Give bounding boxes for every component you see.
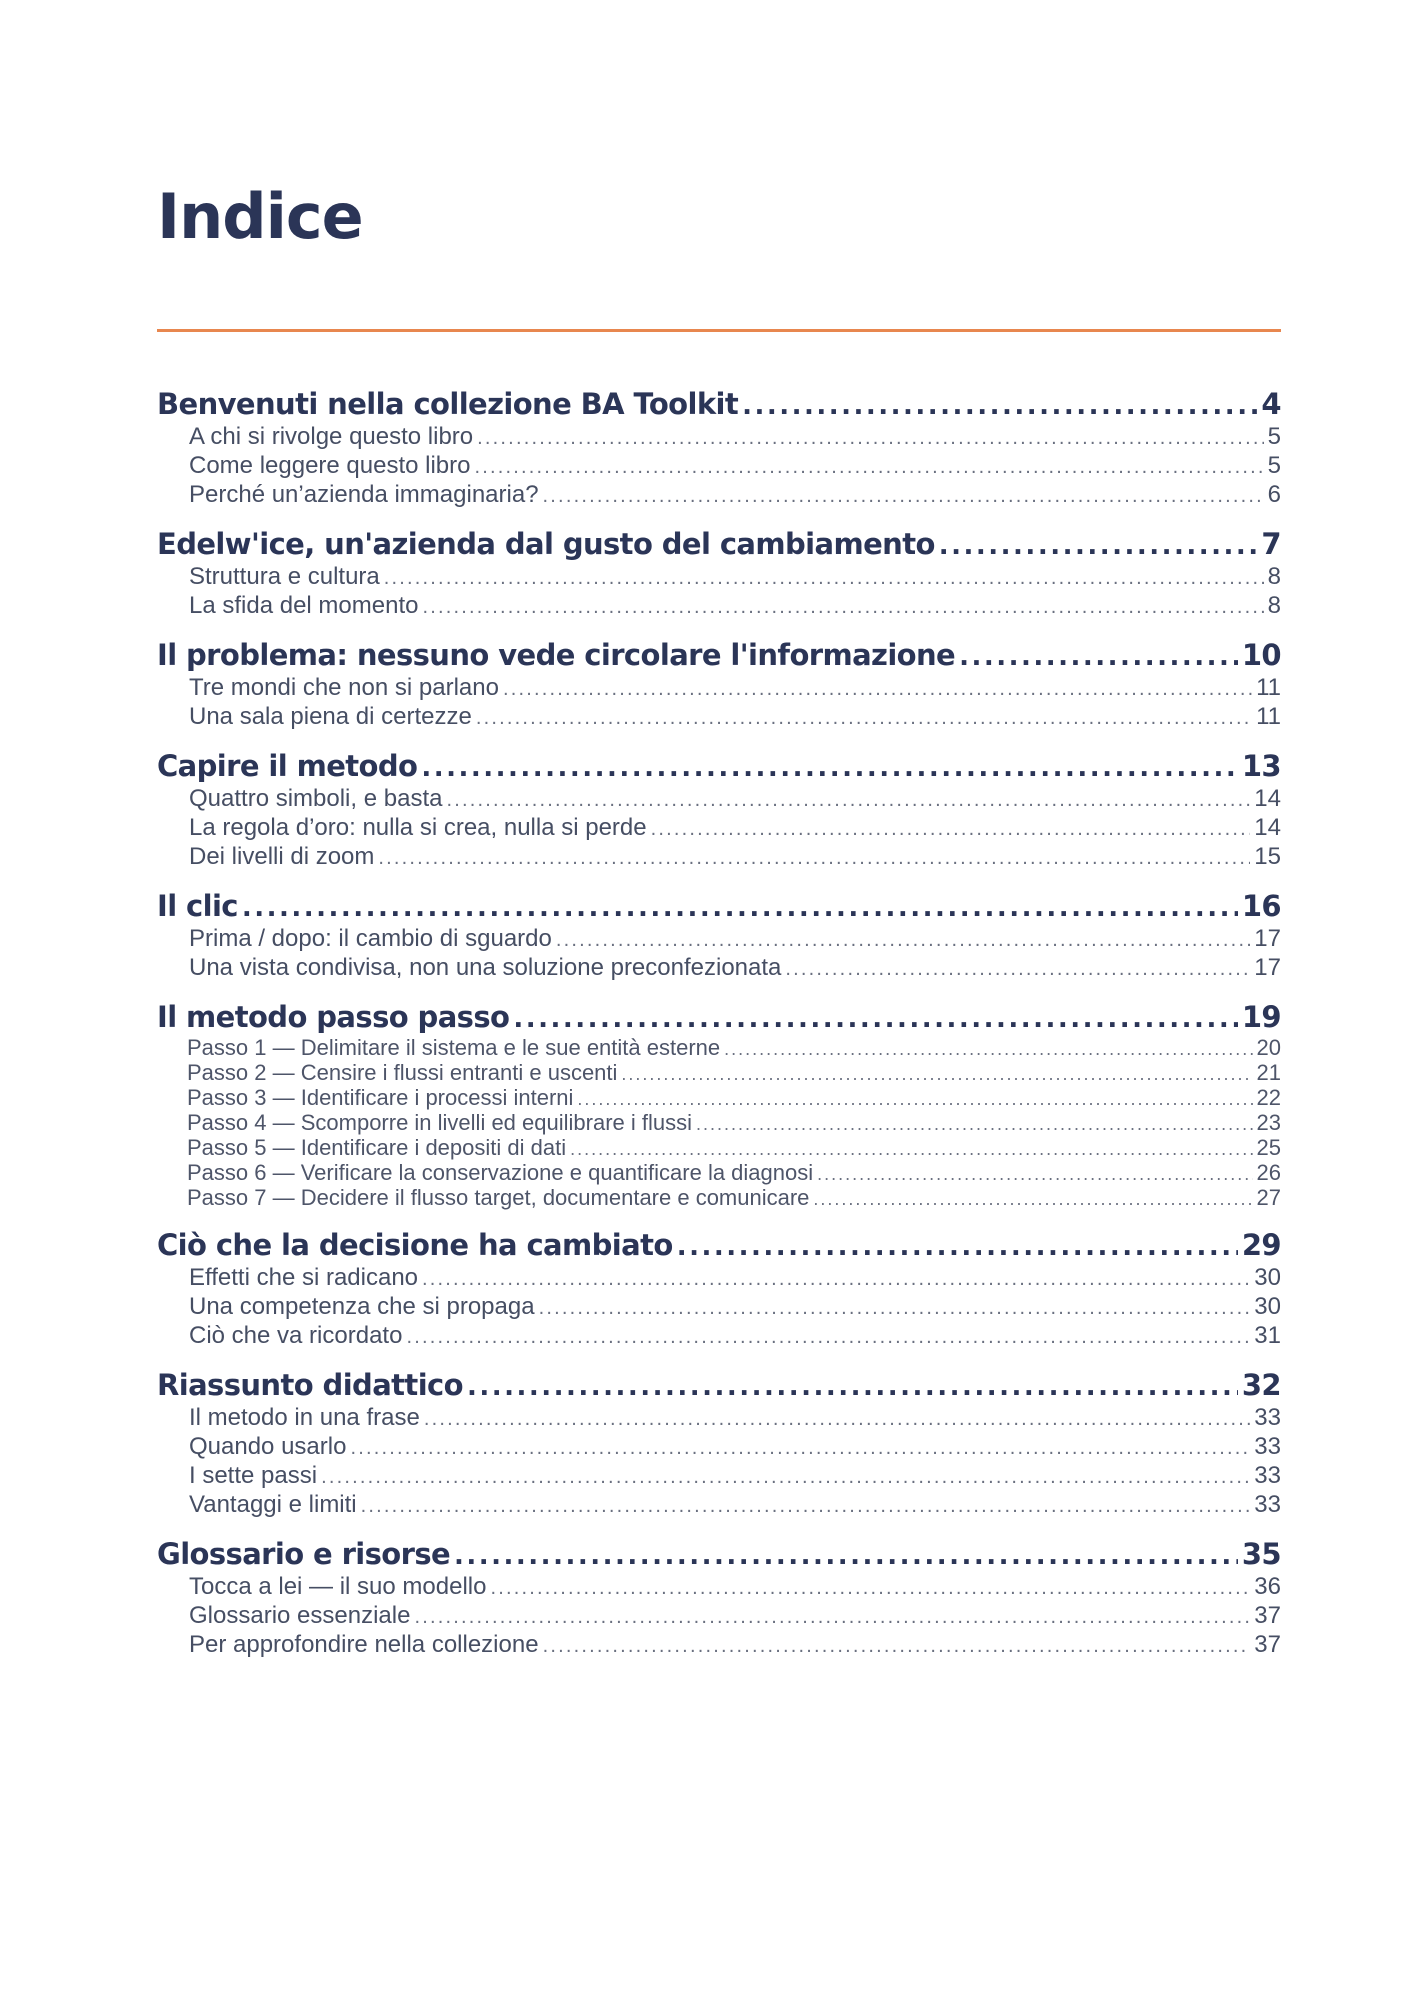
toc-section-entry[interactable] [157, 1321, 1281, 1350]
toc-chapter-entry[interactable] [157, 637, 1281, 673]
toc-section-page: 33 [1254, 1462, 1281, 1489]
toc-section-page: 15 [1254, 843, 1281, 870]
dot-leader [539, 1294, 1251, 1323]
toc-step-entry[interactable] [157, 1110, 1281, 1135]
toc-section-title: Vantaggi e limiti [189, 1491, 357, 1518]
toc-section-page: 33 [1254, 1491, 1281, 1518]
dot-leader [577, 1087, 1252, 1112]
toc-chapter-title: Ciò che la decisione ha cambiato [157, 1228, 673, 1262]
toc-step-page: 21 [1256, 1060, 1281, 1085]
toc-step-page: 27 [1256, 1185, 1281, 1210]
toc-section-entry[interactable] [157, 1292, 1281, 1321]
dot-leader [513, 1001, 1238, 1037]
toc-section-title: La sfida del momento [189, 592, 419, 619]
dot-leader [556, 926, 1250, 955]
toc-chapter [157, 637, 1281, 731]
dot-leader [724, 1037, 1252, 1062]
dot-leader [378, 844, 1250, 873]
toc-section-title: Perché un’azienda immaginaria? [189, 481, 539, 508]
toc-chapter-title: Capire il metodo [157, 749, 418, 783]
toc-chapter-page: 4 [1261, 387, 1281, 421]
toc-section-entry[interactable] [157, 422, 1281, 451]
toc-chapter-page: 7 [1261, 527, 1281, 561]
toc-step-entry[interactable] [157, 1035, 1281, 1060]
toc-section-entry[interactable] [157, 924, 1281, 953]
dot-leader [477, 424, 1263, 453]
toc-section-page: 33 [1254, 1433, 1281, 1460]
toc-section-page: 33 [1254, 1404, 1281, 1431]
dot-leader [350, 1434, 1250, 1463]
toc-section-entry[interactable] [157, 842, 1281, 871]
toc-step-entry[interactable] [157, 1060, 1281, 1085]
toc-section-title: Una sala piena di certezze [189, 703, 472, 730]
toc-section-title: Quando usarlo [189, 1433, 347, 1460]
toc-step-page: 22 [1256, 1085, 1281, 1110]
toc-chapter [157, 1367, 1281, 1519]
toc-section-page: 30 [1254, 1264, 1281, 1291]
toc-step-title: Passo 1 — Delimitare il sistema e le sue entità esterne [187, 1035, 721, 1060]
toc-chapter-entry[interactable] [157, 1367, 1281, 1403]
toc-chapter-entry[interactable] [157, 888, 1281, 924]
toc-chapter-title: Il problema: nessuno vede circolare l'informazione [157, 638, 956, 672]
toc-step-entry[interactable] [157, 1135, 1281, 1160]
toc-section-title: Effetti che si radicano [189, 1264, 419, 1291]
dot-leader [939, 528, 1258, 564]
toc-chapter [157, 1536, 1281, 1659]
toc-chapter-entry[interactable] [157, 999, 1281, 1035]
title-divider [157, 329, 1281, 332]
dot-leader [414, 1603, 1250, 1632]
toc-section-page: 5 [1267, 452, 1281, 479]
dot-leader [384, 564, 1264, 593]
toc-step-entry[interactable] [157, 1085, 1281, 1110]
dot-leader [446, 786, 1250, 815]
toc-chapter [157, 1227, 1281, 1350]
dot-leader [424, 1405, 1250, 1434]
dot-leader [651, 815, 1251, 844]
dot-leader [570, 1137, 1252, 1162]
dot-leader [406, 1323, 1250, 1352]
toc-section-page: 31 [1254, 1322, 1281, 1349]
toc-chapter-entry[interactable] [157, 526, 1281, 562]
toc-section-page: 14 [1254, 814, 1281, 841]
toc-section-entry[interactable] [157, 813, 1281, 842]
toc-section-title: Per approfondire nella collezione [189, 1631, 539, 1658]
toc-step-page: 25 [1256, 1135, 1281, 1160]
toc-section-title: Una vista condivisa, non una soluzione preconfezionata [189, 954, 782, 981]
toc-chapter-title: Benvenuti nella collezione BA Toolkit [157, 387, 739, 421]
toc-section-page: 11 [1256, 674, 1281, 701]
toc-chapter-page: 29 [1241, 1228, 1281, 1262]
toc-section-entry[interactable] [157, 591, 1281, 620]
dot-leader [959, 639, 1238, 675]
toc-chapter-title: Riassunto didattico [157, 1368, 463, 1402]
dot-leader [321, 1463, 1250, 1492]
toc-chapter-title: Glossario e risorse [157, 1537, 451, 1571]
dot-leader [361, 1492, 1251, 1521]
toc-section-title: A chi si rivolge questo libro [189, 423, 474, 450]
toc-section-entry[interactable] [157, 562, 1281, 591]
toc-chapter-title: Edelw'ice, un'azienda dal gusto del cambiamento [157, 527, 935, 561]
toc-section-title: Quattro simboli, e basta [189, 785, 443, 812]
dot-leader [454, 1538, 1238, 1574]
dot-leader [467, 1369, 1238, 1405]
dot-leader [242, 890, 1238, 926]
toc-section-page: 14 [1254, 785, 1281, 812]
toc-section-entry[interactable] [157, 784, 1281, 813]
toc-chapter-page: 13 [1241, 749, 1281, 783]
toc-section-title: Dei livelli di zoom [189, 843, 375, 870]
toc-section-page: 36 [1254, 1573, 1281, 1600]
toc-step-title: Passo 4 — Scomporre in livelli ed equilibrare i flussi [187, 1110, 692, 1135]
toc-section-entry[interactable] [157, 1403, 1281, 1432]
toc-chapter [157, 526, 1281, 620]
toc-section-title: Come leggere questo libro [189, 452, 471, 479]
toc-chapter-page: 10 [1241, 638, 1281, 672]
toc-step-page: 26 [1256, 1160, 1281, 1185]
toc-chapter [157, 999, 1281, 1210]
toc-section-page: 17 [1254, 925, 1281, 952]
toc-section-page: 5 [1267, 423, 1281, 450]
toc-chapter-entry[interactable] [157, 1227, 1281, 1263]
toc-chapter-page: 35 [1241, 1537, 1281, 1571]
toc-section-entry[interactable] [157, 1461, 1281, 1490]
toc-section-title: I sette passi [189, 1462, 318, 1489]
table-of-contents [157, 386, 1281, 1676]
toc-chapter-entry[interactable] [157, 748, 1281, 784]
toc-section-page: 30 [1254, 1293, 1281, 1320]
toc-step-title: Passo 3 — Identificare i processi interni [187, 1085, 574, 1110]
dot-leader [621, 1062, 1252, 1087]
dot-leader [785, 955, 1250, 984]
toc-section-title: Una competenza che si propaga [189, 1293, 535, 1320]
toc-step-title: Passo 7 — Decidere il flusso target, documentare e comunicare [187, 1185, 810, 1210]
toc-section-page: 37 [1254, 1631, 1281, 1658]
toc-step-page: 20 [1256, 1035, 1281, 1060]
toc-step-title: Passo 5 — Identificare i depositi di dati [187, 1135, 567, 1160]
dot-leader [817, 1162, 1252, 1187]
toc-chapter-entry[interactable] [157, 1536, 1281, 1572]
toc-section-page: 6 [1267, 481, 1281, 508]
toc-chapter-page: 16 [1241, 889, 1281, 923]
dot-leader [475, 453, 1264, 482]
toc-chapter-page: 32 [1241, 1368, 1281, 1402]
toc-step-title: Passo 2 — Censire i flussi entranti e uscenti [187, 1060, 618, 1085]
toc-chapter-title: Il metodo passo passo [157, 1000, 510, 1034]
toc-section-entry[interactable] [157, 1572, 1281, 1601]
toc-chapter-title: Il clic [157, 889, 238, 923]
toc-chapter-page: 19 [1241, 1000, 1281, 1034]
dot-leader [696, 1112, 1253, 1137]
toc-section-entry[interactable] [157, 1263, 1281, 1292]
toc-step-entry[interactable] [157, 1160, 1281, 1185]
dot-leader [422, 1265, 1250, 1294]
toc-section-entry[interactable] [157, 1601, 1281, 1630]
toc-section-page: 17 [1254, 954, 1281, 981]
dot-leader [677, 1229, 1238, 1265]
dot-leader [813, 1187, 1252, 1212]
dot-leader [543, 1632, 1251, 1661]
dot-leader [742, 388, 1257, 424]
toc-section-entry[interactable] [157, 1432, 1281, 1461]
toc-chapter [157, 748, 1281, 871]
toc-section-title: Tre mondi che non si parlano [189, 674, 499, 701]
toc-section-page: 8 [1267, 563, 1281, 590]
toc-step-title: Passo 6 — Verificare la conservazione e quantificare la diagnosi [187, 1160, 814, 1185]
toc-section-title: La regola d’oro: nulla si crea, nulla si perde [189, 814, 647, 841]
toc-chapter [157, 386, 1281, 509]
dot-leader [421, 750, 1237, 786]
toc-section-page: 11 [1256, 703, 1281, 730]
toc-section-entry[interactable] [157, 451, 1281, 480]
toc-section-title: Struttura e cultura [189, 563, 380, 590]
toc-section-title: Glossario essenziale [189, 1602, 411, 1629]
dot-leader [543, 482, 1264, 511]
toc-section-title: Il metodo in una frase [189, 1404, 420, 1431]
toc-step-entry[interactable] [157, 1185, 1281, 1210]
dot-leader [503, 675, 1252, 704]
toc-section-entry[interactable] [157, 673, 1281, 702]
toc-section-entry[interactable] [157, 480, 1281, 509]
page-title: Indice [157, 180, 363, 253]
toc-section-title: Tocca a lei — il suo modello [189, 1573, 487, 1600]
toc-section-entry[interactable] [157, 953, 1281, 982]
toc-section-title: Ciò che va ricordato [189, 1322, 403, 1349]
toc-section-page: 8 [1267, 592, 1281, 619]
toc-step-page: 23 [1256, 1110, 1281, 1135]
toc-section-page: 37 [1254, 1602, 1281, 1629]
toc-section-entry[interactable] [157, 702, 1281, 731]
toc-section-title: Prima / dopo: il cambio di sguardo [189, 925, 552, 952]
toc-section-entry[interactable] [157, 1630, 1281, 1659]
toc-chapter [157, 888, 1281, 982]
dot-leader [476, 704, 1252, 733]
toc-chapter-entry[interactable] [157, 386, 1281, 422]
dot-leader [490, 1574, 1250, 1603]
dot-leader [422, 593, 1263, 622]
toc-section-entry[interactable] [157, 1490, 1281, 1519]
